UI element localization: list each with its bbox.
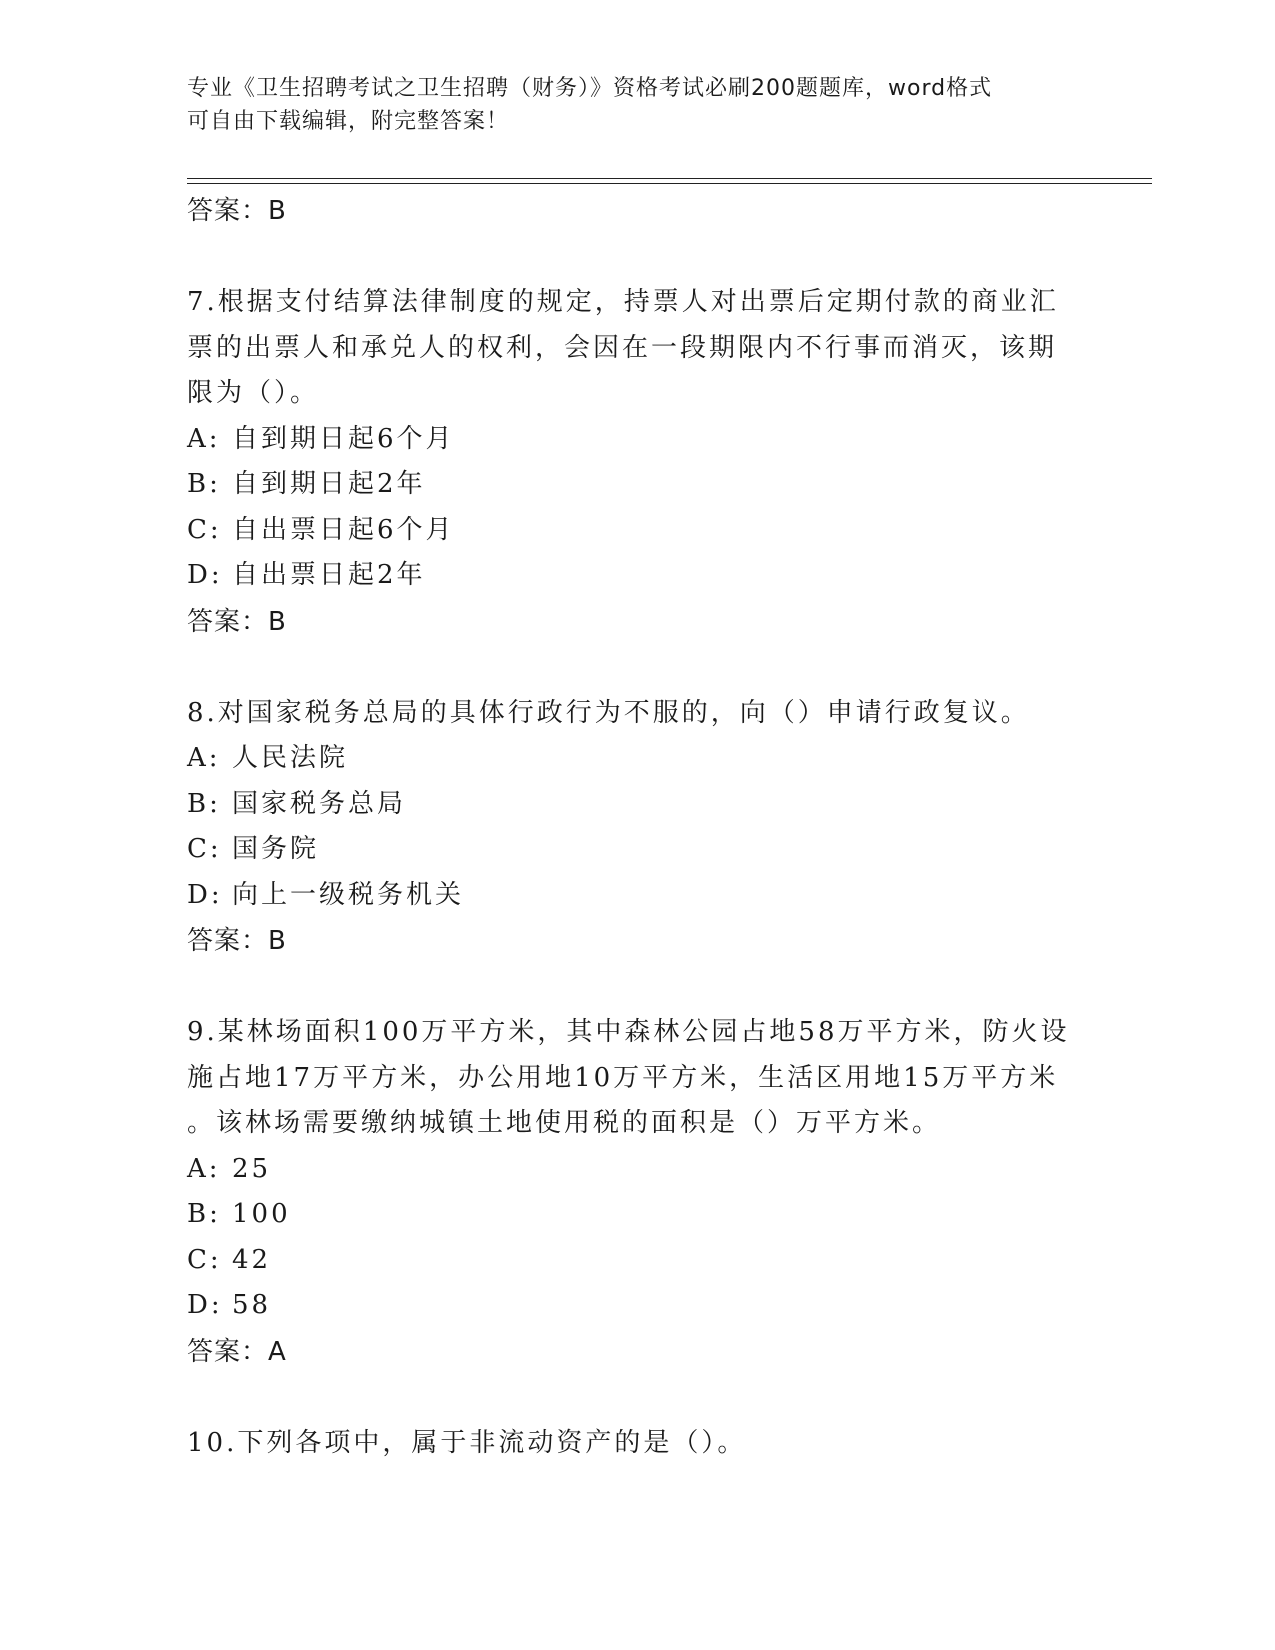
option-key: C: [187, 514, 222, 545]
answer-line: 答案：B [187, 196, 287, 226]
question-stem [187, 691, 1087, 737]
option-text: 自出票日起6个月 [232, 514, 455, 545]
option-key: D: [187, 1290, 223, 1320]
option-key: B: [187, 1199, 221, 1229]
question-block [187, 1010, 1087, 1375]
option-key: D: [187, 560, 223, 590]
answer-line: 答案：B [187, 926, 287, 956]
option-d [187, 553, 1087, 599]
question-block [187, 280, 1087, 645]
option-text: 自到期日起2年 [232, 469, 426, 499]
option-key: B: [187, 469, 221, 499]
question-stem [187, 280, 1087, 417]
question-text-line: 。该林场需要缴纳城镇土地使用税的面积是（）万平方米。 [187, 1108, 942, 1138]
option-c [187, 508, 1087, 554]
option-b [187, 782, 1087, 828]
option-b [187, 462, 1087, 508]
option-key: C: [187, 834, 222, 864]
option-b [187, 1192, 1087, 1238]
header-line-1: 专业《卫生招聘考试之卫生招聘（财务）》资格考试必刷200题题库，word格式 [187, 76, 993, 101]
option-text: 25 [232, 1153, 272, 1184]
option-key: D: [187, 879, 223, 910]
question-text-line: 9.某林场面积100万平方米，其中森林公园占地58万平方米，防火设 [187, 1017, 1070, 1047]
question-stem [187, 1421, 1087, 1467]
document-header [187, 72, 1067, 138]
option-text: 自出票日起2年 [232, 560, 426, 590]
option-text: 自到期日起6个月 [232, 423, 455, 454]
question-text-line: 限为（）。 [187, 378, 320, 408]
option-a [187, 1147, 1087, 1193]
question-stem [187, 1010, 1087, 1147]
option-c [187, 827, 1087, 873]
question-block [187, 691, 1087, 965]
option-key: A: [187, 743, 221, 773]
option-text: 国务院 [232, 834, 320, 864]
question-text-line: 10.下列各项中，属于非流动资产的是（）。 [187, 1427, 747, 1458]
option-key: B: [187, 788, 221, 819]
option-text: 42 [232, 1244, 272, 1275]
option-a [187, 736, 1087, 782]
option-text: 人民法院 [232, 743, 349, 773]
option-key: C: [187, 1244, 222, 1275]
option-d [187, 1283, 1087, 1329]
answer-line: 答案：B [187, 606, 287, 637]
option-a [187, 417, 1087, 463]
header-rule-bottom [187, 183, 1152, 184]
option-key: A: [187, 423, 221, 454]
question-text-line: 7.根据支付结算法律制度的规定，持票人对出票后定期付款的商业汇 [187, 287, 1059, 317]
question-list [187, 188, 1087, 1466]
option-text: 向上一级税务机关 [232, 879, 465, 910]
option-key: A: [187, 1153, 221, 1184]
question-text-line: 票的出票人和承兑人的权利，会因在一段期限内不行事而消灭，该期 [187, 332, 1058, 363]
question-block [187, 1421, 1087, 1467]
question-text-line: 8.对国家税务总局的具体行政行为不服的，向（）申请行政复议。 [187, 697, 1030, 728]
header-rule-top [187, 178, 1152, 179]
option-d [187, 873, 1087, 919]
header-line-2: 可自由下载编辑，附完整答案！ [187, 109, 510, 134]
option-c [187, 1238, 1087, 1284]
question-text-line: 施占地17万平方米，办公用地10万平方米，生活区用地15万平方米 [187, 1062, 1059, 1093]
answer-line: 答案：A [187, 1336, 287, 1367]
option-text: 58 [232, 1290, 272, 1320]
option-text: 100 [232, 1199, 291, 1229]
option-text: 国家税务总局 [232, 788, 407, 819]
